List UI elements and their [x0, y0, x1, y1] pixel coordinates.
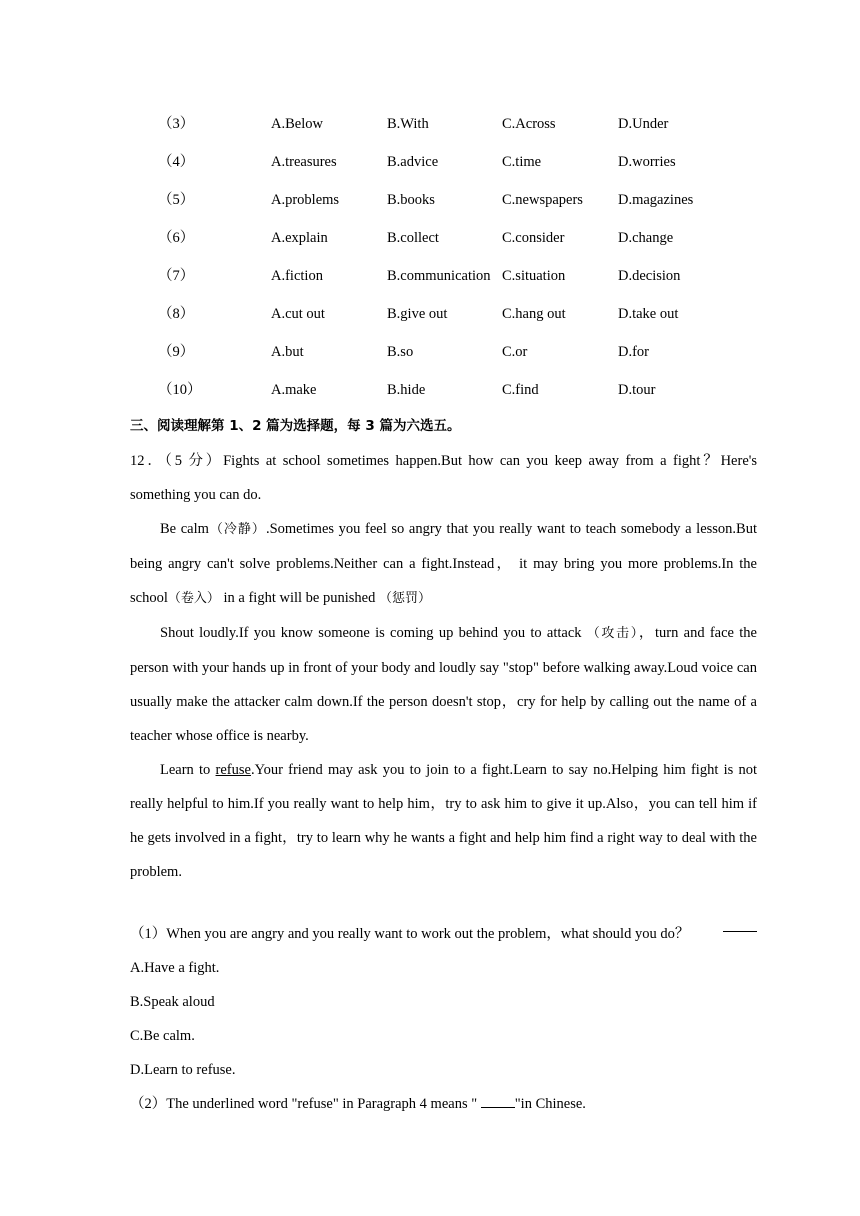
option-c: C.newspapers — [502, 192, 583, 208]
option-d: D.worries — [618, 154, 676, 170]
option-b: B.communication — [387, 268, 491, 284]
option-a: A.make — [271, 382, 317, 398]
question-2 — [130, 1087, 757, 1121]
item-number: （4） — [158, 154, 195, 170]
option-d: D.take out — [618, 306, 679, 322]
option-d: D.tour — [618, 382, 656, 398]
paragraph-text: ，turn and face the person with your hands up in front of your body and loudly say "stop" before walking away.Loud voice can usually make the attacker calm down.If the person doesn't stop，cry for help by calling out the name of a teacher whose office is nearby. — [130, 625, 757, 744]
option-row — [130, 114, 760, 134]
passage-paragraph-4 — [130, 753, 757, 889]
option-c: C.consider — [502, 230, 565, 246]
passage-paragraph-2 — [130, 512, 757, 616]
option-row — [130, 228, 760, 248]
question-text: "in Chinese. — [514, 1096, 586, 1112]
chinese-gloss: （攻击） — [586, 626, 639, 641]
question-number: 12．（5 分） — [130, 453, 224, 469]
option-d: D.change — [618, 230, 674, 246]
option-b: B.hide — [387, 382, 426, 398]
option-a: A.cut out — [271, 306, 325, 322]
option-row — [130, 190, 760, 210]
option-c: C.Across — [502, 116, 556, 132]
option-row — [130, 266, 760, 286]
item-number: （3） — [158, 116, 195, 132]
option-c: C.Be calm. — [130, 1028, 195, 1044]
option-c: C.find — [502, 382, 539, 398]
paragraph-text: Learn to — [160, 762, 216, 778]
item-number: （5） — [158, 192, 195, 208]
paragraph-text: .Your friend may ask you to join to a fight.Learn to say no.Helping him fight is not really helpful to him.If you really want to help him，try to ask him to give it up.Also，you can tell him if he gets involved in a fight，try to learn why he wants a fight and help him find a right way to deal with the problem. — [130, 762, 757, 880]
question-1 — [130, 917, 757, 951]
option-a: A.treasures — [271, 154, 337, 170]
option-b: B.so — [387, 344, 414, 360]
chinese-gloss: （冷静） — [208, 522, 266, 537]
option-d: D.Learn to refuse. — [130, 1062, 236, 1078]
option-c: C.time — [502, 154, 542, 170]
passage-paragraph-3 — [130, 616, 757, 753]
option-a: A.but — [271, 344, 304, 360]
option-b: B.advice — [387, 154, 439, 170]
paragraph-text: Fights at school sometimes happen.But how can you keep away from a fight？Here's something you can do. — [130, 453, 758, 503]
option-d: D.for — [618, 344, 650, 360]
option-d: D.Under — [618, 116, 669, 132]
option-a: A.Have a fight. — [130, 960, 220, 976]
section-title: 三、阅读理解第 1、2 篇为选择题，每 3 篇为六选五。 — [130, 418, 461, 434]
item-number: （8） — [158, 306, 195, 322]
option-c: C.hang out — [502, 306, 566, 322]
question-text: （2）The underlined word "refuse" in Paragraph 4 means " — [130, 1096, 481, 1112]
option-a: A.explain — [271, 230, 328, 246]
paragraph-text: .Sometimes you feel so angry that you really want to teach somebody a lesson.But being angry can't solve problems.Neither can a fight.Instead， it may bring you more problems.In the school — [130, 521, 757, 606]
reading-passage — [130, 444, 757, 889]
underlined-word: refuse — [215, 762, 251, 778]
item-number: （10） — [158, 382, 202, 398]
option-b: B.give out — [387, 306, 448, 322]
option-a: A.fiction — [271, 268, 323, 284]
chinese-gloss: （惩罚） — [378, 591, 431, 606]
item-number: （6） — [158, 230, 195, 246]
option-b: B.Speak aloud — [130, 994, 215, 1010]
option-b: B.collect — [387, 230, 439, 246]
paragraph-text: Be calm — [160, 521, 209, 537]
paragraph-text: in a fight will be punished — [219, 590, 379, 606]
option-row — [130, 380, 760, 400]
questions — [130, 917, 757, 1121]
paragraph-text: Shout loudly.If you know someone is coming up behind you to attack — [160, 625, 587, 641]
question-text: （1）When you are angry and you really want to work out the problem，what should you do？ — [130, 926, 690, 942]
option-a: A.problems — [271, 192, 340, 208]
item-number: （7） — [158, 268, 195, 284]
option-c: C.situation — [502, 268, 566, 284]
option-b: B.With — [387, 116, 429, 132]
option-c: C.or — [502, 344, 528, 360]
answer-blank — [481, 1093, 515, 1108]
option-a: A.Below — [271, 116, 323, 132]
option-row — [130, 304, 760, 324]
option-d: D.decision — [618, 268, 681, 284]
option-b: B.books — [387, 192, 435, 208]
answer-blank — [723, 917, 757, 932]
item-number: （9） — [158, 344, 195, 360]
passage-paragraph-1 — [130, 444, 757, 512]
chinese-gloss: （卷入） — [167, 591, 220, 606]
option-d: D.magazines — [618, 192, 694, 208]
option-row — [130, 152, 760, 172]
option-row — [130, 342, 760, 362]
